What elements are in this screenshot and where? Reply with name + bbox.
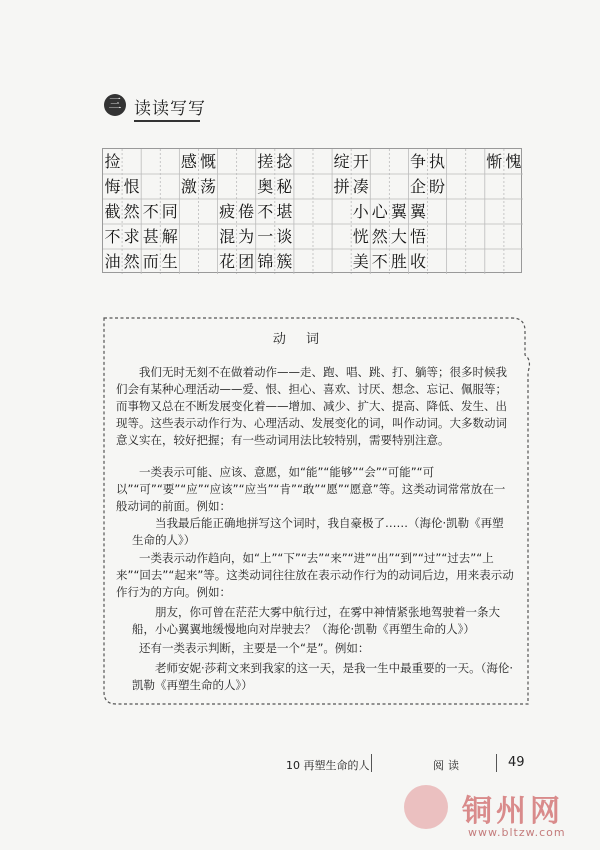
vocab-char: 收 (409, 252, 426, 271)
vocab-char: 花 (219, 252, 236, 271)
vocab-char: 盼 (429, 177, 446, 196)
vocab-char: 不 (142, 202, 159, 221)
vocab-char: 求 (123, 227, 140, 246)
vocab-char: 团 (238, 252, 255, 271)
vocab-char: 凑 (352, 177, 369, 196)
vocab-char: 悟 (409, 227, 426, 246)
vocab-char: 恍 (352, 227, 369, 246)
vocab-char: 胜 (390, 252, 407, 271)
vocab-char: 不 (257, 202, 274, 221)
vocab-char: 然 (371, 227, 388, 246)
vocab-char: 企 (409, 177, 426, 196)
vocab-char: 解 (161, 227, 178, 246)
vocab-char: 奥 (257, 177, 274, 196)
vocab-char: 秘 (276, 177, 293, 196)
vocab-char: 小 (352, 202, 369, 221)
section-title: 读读写写 (134, 99, 206, 119)
example-2: 朋友，你可曾在茫茫大雾中航行过，在雾中神情紧张地驾驶着一条大船，小心翼翼地缓慢地向对岸驶去？（海伦·凯勒《再塑生命的人》） (132, 605, 500, 636)
paragraph-direction-verbs: 一类表示动作趋向，如“上”“下”“去”“来”“进”“出”“到”“过”“过去”“上来”“回去”“起来”等。这类动词往往放在表示动作行为的动词后边，用来表示动作行为的方向。例如： (116, 551, 514, 599)
vocab-char: 甚 (142, 227, 159, 246)
vocab-char: 捡 (104, 152, 121, 171)
paragraph-modal-verbs: 一类表示可能、应该、意愿，如“能”“能够”“会”“可能”“可以”“可”“要”“应”“应该”“应当”“肯”“敢”“愿”“愿意”等。这类动词常常放在一般动词的前面。例如： (116, 465, 506, 513)
vocab-char: 愧 (505, 152, 522, 171)
vocab-char: 生 (161, 252, 178, 271)
vocab-char: 不 (371, 252, 388, 271)
vocab-char: 油 (104, 252, 121, 271)
vocab-char: 然 (123, 202, 140, 221)
vocab-char: 而 (142, 252, 159, 271)
vocab-char: 开 (352, 152, 369, 171)
vocab-char: 倦 (238, 202, 255, 221)
vocab-char: 拼 (333, 177, 350, 196)
vocab-char: 恨 (123, 177, 140, 196)
vocab-char: 感 (180, 152, 197, 171)
example-1: 当我最后能正确地拼写这个词时，我自豪极了……（海伦·凯勒《再塑生命的人》） (132, 516, 504, 547)
vocab-char: 执 (429, 152, 446, 171)
section-number-icon: 三 (104, 94, 126, 116)
watermark-url: www.bltzw.com (468, 826, 566, 839)
vocab-char: 大 (390, 227, 407, 246)
vocab-char: 为 (238, 227, 255, 246)
watermark-name: 铜州网 (462, 794, 564, 829)
vocab-char: 绽 (333, 152, 350, 171)
vocab-char: 翼 (409, 202, 426, 221)
vocab-char: 一 (257, 227, 274, 246)
vocab-char: 捻 (276, 152, 293, 171)
vocab-char: 荡 (199, 177, 216, 196)
vocab-char: 混 (219, 227, 236, 246)
vocab-char: 惭 (486, 152, 503, 171)
vocab-char: 疲 (219, 202, 236, 221)
vocab-char: 搓 (257, 152, 274, 171)
paragraph-judgment-verbs: 还有一类表示判断，主要是一个“是”。例如： (139, 641, 370, 655)
footer-chapter: 10 再塑生命的人 (286, 759, 370, 772)
vocab-char: 心 (371, 202, 388, 221)
vocab-char: 簇 (276, 252, 293, 271)
vocab-char: 同 (161, 202, 178, 221)
page-number: 49 (508, 755, 525, 770)
vocab-char: 争 (409, 152, 426, 171)
vocab-char: 美 (352, 252, 369, 271)
box-title: 动 词 (272, 332, 328, 347)
vocab-char: 慨 (199, 152, 216, 171)
vocab-char: 翼 (390, 202, 407, 221)
watermark-seal-icon (404, 785, 448, 829)
example-3: 老师安妮·莎莉文来到我家的这一天，是我一生中最重要的一天。（海伦·凯勒《再塑生命的人》） (132, 661, 514, 692)
footer-divider (371, 754, 372, 772)
vocab-char: 锦 (257, 252, 274, 271)
vocab-char: 悔 (104, 177, 121, 196)
paragraph-intro: 我们无时无刻不在做着动作——走、跑、唱、跳、打、躺等；很多时候我们会有某种心理活动——爱、恨、担心、喜欢、讨厌、想念、忘记、佩服等；而事物又总在不断发展变化着——增加、减少、扩大、提高、降低、发生、出现等。这些表示动作行为、心理活动、发展变化的词，叫作动词。大多数动词意义实在，较好把握；有一些动词用法比较特别，需要特别注意。 (116, 365, 507, 447)
vocab-char: 不 (104, 227, 121, 246)
vocab-char: 然 (123, 252, 140, 271)
footer-section: 阅读 (433, 759, 463, 772)
vocab-char: 截 (104, 202, 121, 221)
footer-divider (496, 754, 497, 772)
vocab-char: 堪 (276, 202, 293, 221)
vocab-char: 谈 (276, 227, 293, 246)
vocab-char: 激 (180, 177, 197, 196)
